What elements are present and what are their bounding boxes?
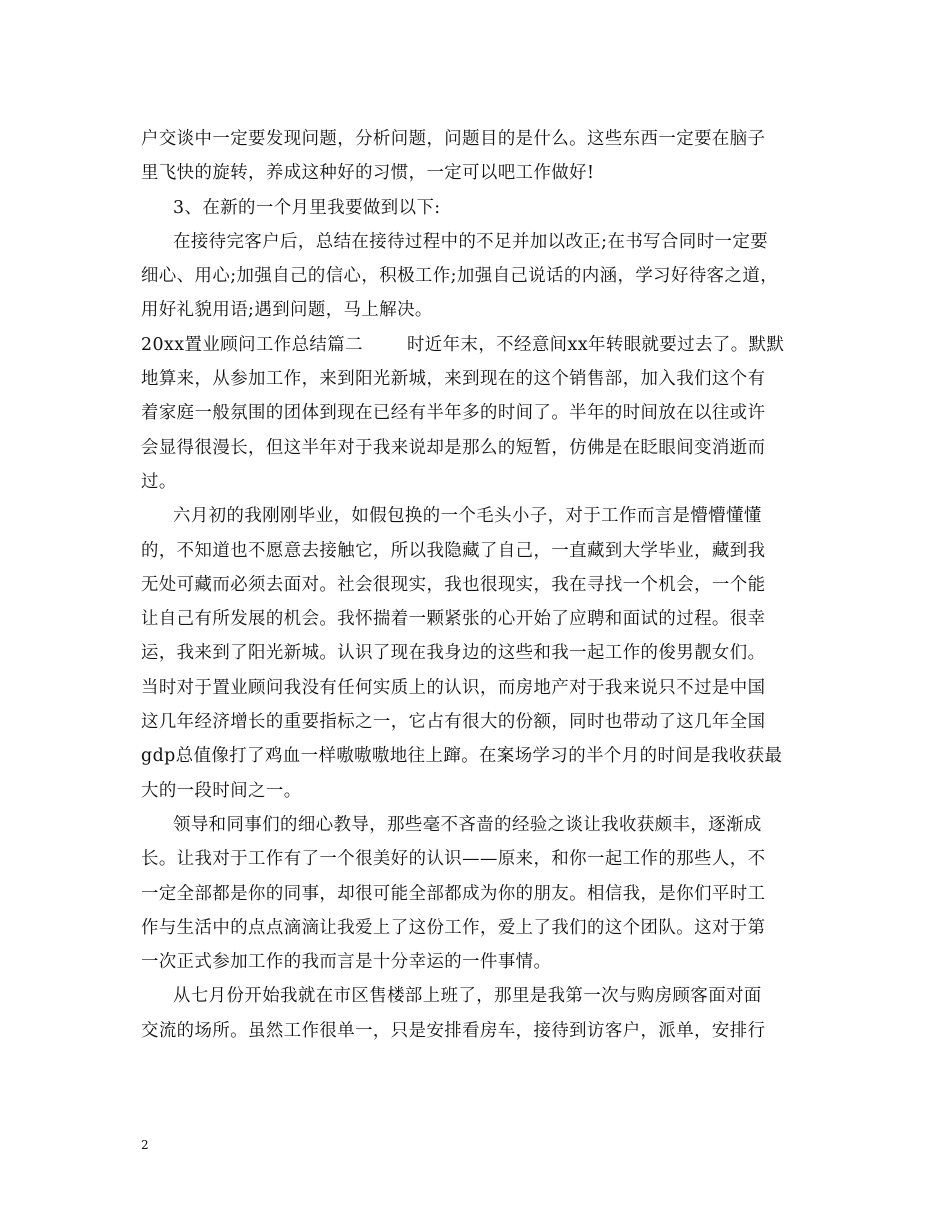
text-line: 从七月份开始我就在市区售楼部上班了，那里是我第一次与购房顾客面对面: [173, 986, 762, 1007]
section-heading-text: 时近年末，不经意间xx年转眼就要过去了。默默: [406, 334, 785, 355]
text-line: 让自己有所发展的机会。我怀揣着一颗紧张的心开始了应聘和面试的过程。很幸: [141, 609, 766, 630]
text-line: 六月初的我刚刚毕业，如假包换的一个毛头小子，对于工作而言是懵懵懂懂: [173, 506, 762, 527]
text-line: 的，不知道也不愿意去接触它，所以我隐藏了自己，一直藏到大学毕业，藏到我: [141, 540, 766, 561]
page-number: 2: [141, 1138, 149, 1152]
text-line: 细心、用心;加强自己的信心，积极工作;加强自己说话的内涵，学习好待客之道，: [141, 266, 779, 287]
text-line: 领导和同事们的细心教导，那些毫不吝啬的经验之谈让我收获颇丰，逐渐成: [173, 814, 762, 835]
text-line: gdp总值像打了鸡血一样嗷嗷嗷地往上蹿。在案场学习的半个月的时间是我收获最: [141, 746, 783, 767]
section-heading-line: [141, 328, 809, 362]
text-line: 一定全部都是你的同事，却很可能全部都成为你的朋友。相信我，是你们平时工: [141, 883, 766, 904]
text-line: 3、在新的一个月里我要做到以下:: [173, 197, 441, 218]
text-line: 作与生活中的点点滴滴让我爱上了这份工作，爱上了我们的这个团队。这对于第: [141, 917, 766, 938]
text-line: 户交谈中一定要发现问题，分析问题，问题目的是什么。这些东西一定要在脑子: [141, 129, 766, 149]
text-line: 交流的场所。虽然工作很单一，只是安排看房车，接待到访客户，派单，安排行: [141, 1020, 766, 1041]
text-line: 当时对于置业顾问我没有任何实质上的认识，而房地产对于我来说只不过是中国: [141, 677, 766, 698]
text-line: 一次正式参加工作的我而言是十分幸运的一件事情。: [141, 952, 552, 973]
text-line: 里飞快的旋转，养成这种好的习惯，一定可以吧工作做好!: [141, 163, 595, 184]
text-line: 运，我来到了阳光新城。认识了现在我身边的这些和我一起工作的俊男靓女们。: [141, 643, 766, 664]
text-line: 在接待完客户后，总结在接待过程中的不足并加以改正;在书写合同时一定要: [173, 231, 769, 252]
text-line: 会显得很漫长，但这半年对于我来说却是那么的短暂，仿佛是在眨眼间变消逝而: [141, 437, 766, 458]
document-body: [141, 122, 809, 1048]
text-line: 地算来，从参加工作，来到阳光新城，来到现在的这个销售部，加入我们这个有: [141, 369, 766, 390]
text-line: 这几年经济增长的重要指标之一，它占有很大的份额，同时也带动了这几年全国: [141, 712, 766, 733]
text-line: 长。让我对于工作有了一个很美好的认识——原来，和你一起工作的那些人，不: [141, 849, 766, 870]
text-line: 无处可藏而必须去面对。社会很现实，我也很现实，我在寻找一个机会，一个能: [141, 574, 766, 595]
text-line: 大的一段时间之一。: [141, 780, 302, 801]
text-line: 用好礼貌用语;遇到问题，马上解决。: [141, 300, 433, 321]
section-heading: 20xx置业顾问工作总结篇二: [141, 334, 363, 355]
text-line: 过。: [141, 471, 177, 492]
text-line: 着家庭一般氛围的团体到现在已经有半年多的时间了。半年的时间放在以往或许: [141, 403, 766, 424]
